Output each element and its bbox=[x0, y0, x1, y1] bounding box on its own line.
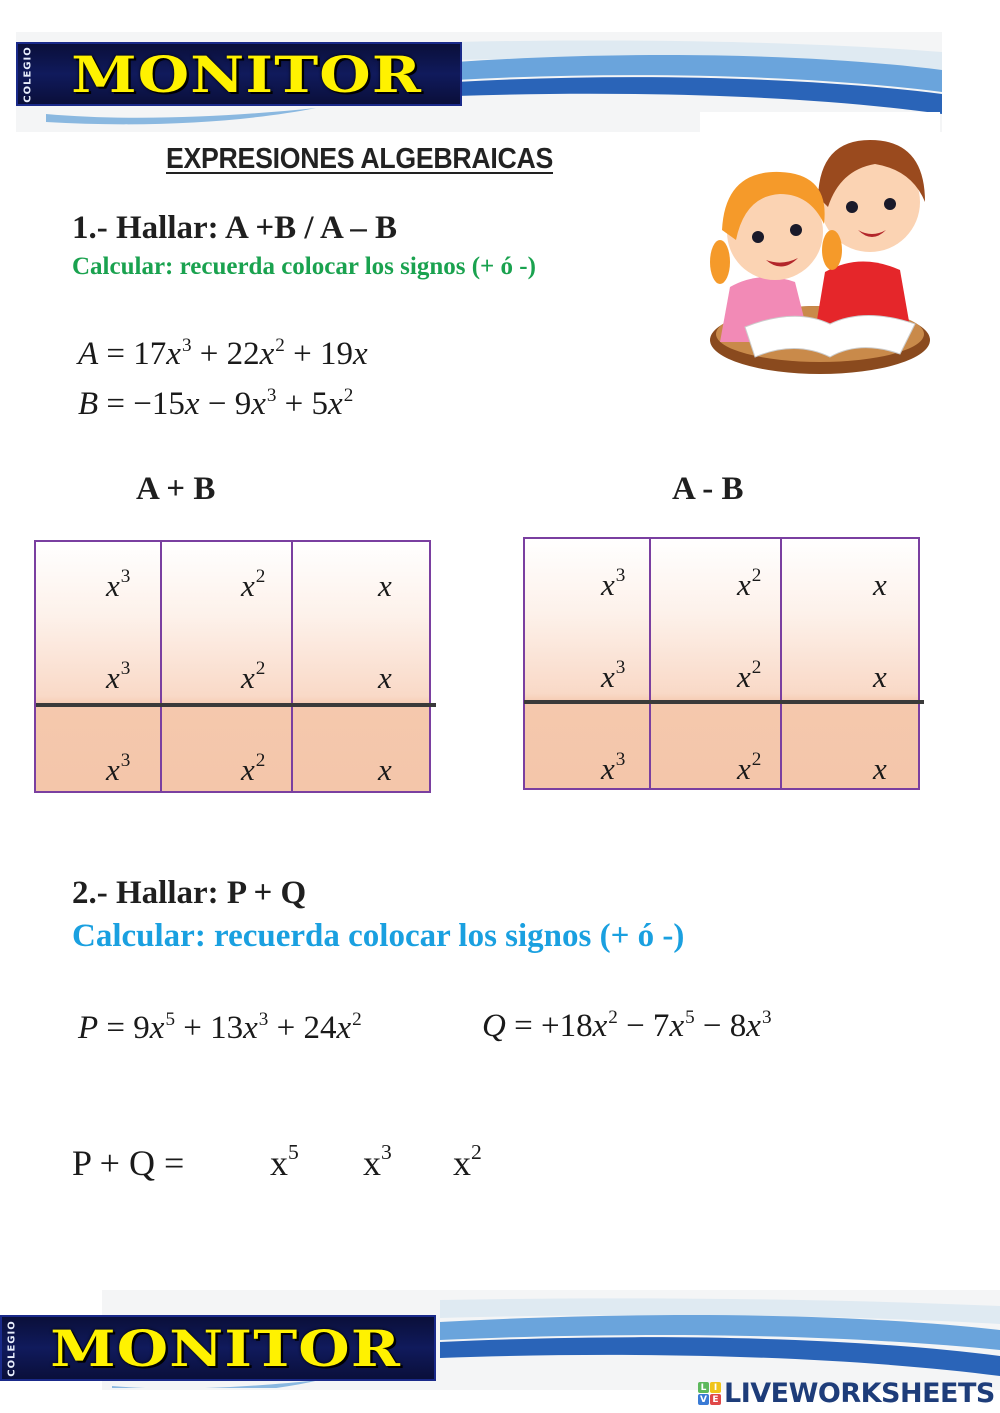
column-divider bbox=[649, 539, 651, 788]
cell-row1-x3[interactable]: $x^3$ bbox=[106, 565, 131, 603]
cell-row1-x2[interactable]: $x^2$ bbox=[737, 564, 762, 602]
exercise2-heading: 2.- Hallar: P + Q bbox=[72, 875, 307, 911]
cell-row2-x[interactable]: x bbox=[378, 660, 392, 695]
result-term-x2[interactable]: $x^2$ bbox=[453, 1139, 482, 1183]
page-title: EXPRESIONES ALGEBRAICAS bbox=[166, 143, 554, 175]
footer-logo bbox=[0, 1315, 436, 1381]
result-term-x3[interactable]: $x^3$ bbox=[363, 1139, 392, 1183]
exercise1-instruction: Calcular: recuerda colocar los signos (+ ó -) bbox=[72, 253, 536, 280]
cell-result-x3[interactable]: $x^3$ bbox=[106, 749, 131, 787]
exercise2-instruction: Calcular: recuerda colocar los signos (+ ó -) bbox=[72, 918, 685, 954]
sum-divider-line bbox=[36, 703, 436, 707]
cell-row2-x2[interactable]: $x^2$ bbox=[241, 657, 266, 695]
logo-main-text: MONITOR bbox=[71, 44, 423, 104]
liveworksheets-watermark[interactable] bbox=[698, 1378, 995, 1409]
cell-row1-x[interactable]: x bbox=[873, 567, 887, 602]
table-label-a-minus-b: A - B bbox=[672, 471, 744, 507]
column-divider bbox=[291, 542, 293, 791]
table-label-a-plus-b: A + B bbox=[136, 471, 216, 507]
cell-row2-x[interactable]: x bbox=[873, 659, 887, 694]
equation-q: $Q = +18x^2 - 7x^5 - 8x^3$ bbox=[482, 1006, 772, 1044]
cell-result-x2[interactable]: $x^2$ bbox=[737, 748, 762, 786]
exercise1-heading: 1.- Hallar: A +B / A – B bbox=[72, 210, 398, 246]
cell-row2-x3[interactable]: $x^3$ bbox=[601, 656, 626, 694]
result-label: P + Q = bbox=[72, 1143, 185, 1183]
cell-result-x[interactable]: x bbox=[378, 752, 392, 787]
difference-divider-line bbox=[524, 700, 924, 704]
cell-result-x[interactable]: x bbox=[873, 751, 887, 786]
logo-side-text: COLEGIO bbox=[6, 1319, 18, 1377]
equation-b: $B = -15x - 9x^3 + 5x^2$ bbox=[78, 384, 354, 422]
column-divider bbox=[160, 542, 162, 791]
sum-table-a-plus-b bbox=[34, 540, 431, 793]
cell-row2-x3[interactable]: $x^3$ bbox=[106, 657, 131, 695]
column-divider bbox=[780, 539, 782, 788]
cell-result-x2[interactable]: $x^2$ bbox=[241, 749, 266, 787]
liveworksheets-logo-icon: L I V E bbox=[698, 1382, 721, 1405]
liveworksheets-text: LIVEWORKSHEETS bbox=[724, 1378, 995, 1409]
cell-row1-x[interactable]: x bbox=[378, 568, 392, 603]
logo-side-text: COLEGIO bbox=[22, 45, 34, 103]
cell-row2-x2[interactable]: $x^2$ bbox=[737, 656, 762, 694]
difference-table-a-minus-b bbox=[523, 537, 920, 790]
equation-p: $P = 9x^5 + 13x^3 + 24x^2$ bbox=[78, 1008, 362, 1046]
header-logo bbox=[16, 42, 462, 106]
result-term-x5[interactable]: $x^5$ bbox=[270, 1139, 299, 1183]
kids-reading-illustration bbox=[700, 112, 940, 382]
logo-main-text: MONITOR bbox=[50, 1318, 402, 1378]
cell-result-x3[interactable]: $x^3$ bbox=[601, 748, 626, 786]
equation-a: $A = 17x^3 + 22x^2 + 19x$ bbox=[78, 334, 368, 372]
cell-row1-x3[interactable]: $x^3$ bbox=[601, 564, 626, 602]
cell-row1-x2[interactable]: $x^2$ bbox=[241, 565, 266, 603]
